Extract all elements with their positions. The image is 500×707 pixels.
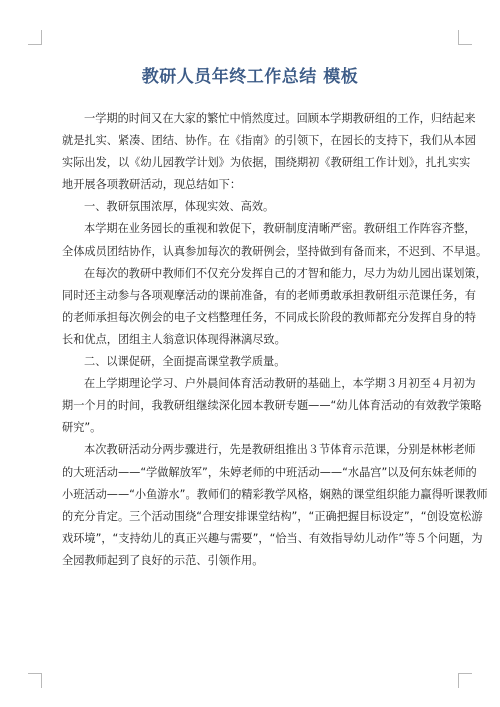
text-line: 戏环境”，“支持幼儿的真正兴趣与需要”，“恰当、有效指导幼儿动作”等５个问题，为 — [62, 531, 483, 545]
crop-mark-top-left — [28, 44, 41, 45]
text-line: 全园教师起到了良好的示范、引领作用。 — [62, 553, 264, 567]
crop-mark-bottom-left — [41, 673, 42, 688]
document-title: 教研人员年终工作总结 模板 — [141, 67, 359, 87]
text-line: 一学期的时间又在大家的繁忙中悄然度过。回顾本学期教研组的工作，归结起来 — [84, 112, 476, 125]
crop-mark-top-right — [458, 30, 459, 45]
text-line: 期一个月的时间，我教研组继续深化园本教研专题——“幼儿体育活动的有效教学策略 — [62, 399, 482, 413]
text-line: 在每次的教研中教师们不仅充分发挥自己的才智和能力，尽力为幼儿园出谋划策， — [84, 266, 487, 280]
document-body — [62, 108, 488, 572]
text-line: 就是扎实、紧凑、团结、协作。在《指南》的引领下，在园长的支持下，我们从本园 — [62, 134, 476, 148]
text-line: 同时还主动参与各项观摩活动的课前准备，有的老师勇敢承担教研组示范课任务，有 — [62, 288, 476, 302]
text-line: 长和优点，团组主人翁意识体现得淋漓尽致。 — [62, 332, 286, 346]
crop-mark-bottom-right — [459, 673, 472, 674]
text-line: 在上学期理论学习、户外晨间体育活动教研的基础上，本学期３月初至４月初为 — [84, 377, 476, 391]
text-line: 的大班活动——“学做解放军”，朱婷老师的中班活动——“水晶宫”以及何东妹老师的 — [62, 465, 477, 479]
text-line: 小班活动——“小鱼游水”。教师们的精彩教学风格，娴熟的课堂组织能力赢得听课教师 — [62, 487, 488, 501]
text-line: 地开展各项教研活动，现总结如下： — [62, 178, 242, 192]
crop-mark-top-left — [41, 30, 42, 45]
text-line: 实际出发，以《幼儿园教学计划》为依据，围绕期初《教研组工作计划》，扎扎实实 — [62, 156, 471, 170]
crop-mark-bottom-left — [28, 673, 41, 674]
crop-mark-bottom-right — [458, 673, 459, 688]
text-line: 本学期在业务园长的重视和敦促下，教研制度清晰严密。教研组工作阵容齐整， — [84, 222, 476, 236]
crop-mark-top-right — [459, 44, 472, 45]
section-heading: 一、教研氛围浓厚，体现实效、高效。 — [84, 200, 275, 214]
section-heading: 二、以课促研，全面提高课堂教学质量。 — [84, 355, 286, 369]
text-line: 全体成员团结协作，认真参加每次的教研例会，坚持做到有备而来，不迟到、不早退。 — [62, 244, 488, 258]
text-line: 的充分肯定。三个活动围绕“合理安排课堂结构”，“正确把握目标设定”，“创设宽松游 — [62, 509, 483, 523]
text-line: 的老师承担每次例会的电子文档整理任务，不同成长阶段的教师都充分发挥自身的特 — [62, 310, 476, 324]
text-line: 研究”。 — [62, 421, 102, 435]
text-line: 本次教研活动分两步骤进行，先是教研组推出３节体育示范课，分别是林彬老师 — [84, 443, 476, 457]
